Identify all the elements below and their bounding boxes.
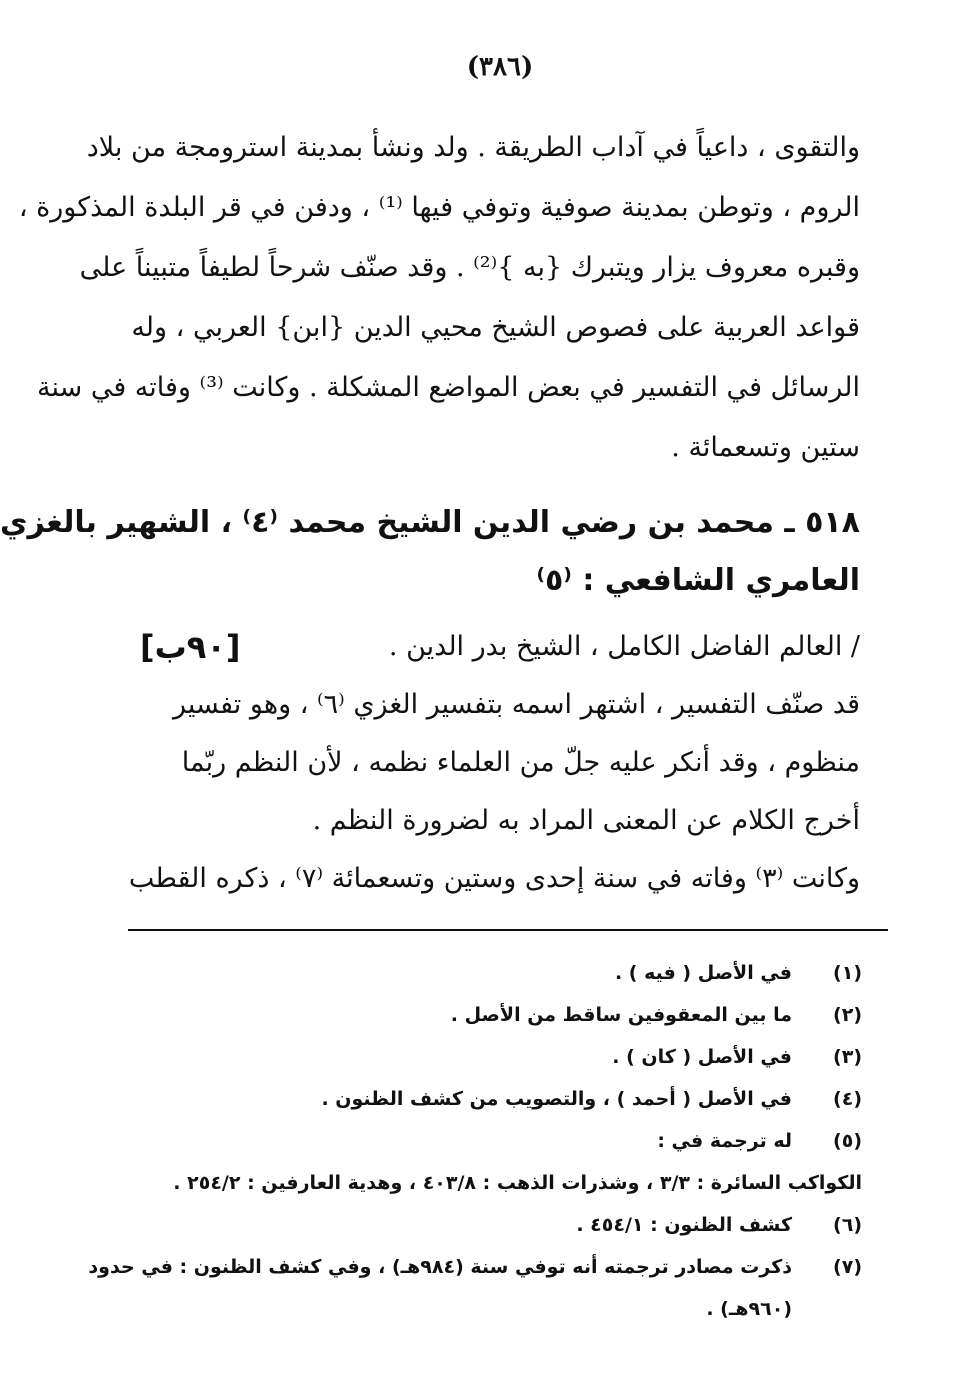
footnote-number: (٣)	[833, 1046, 862, 1068]
footnote-continuation	[132, 1288, 862, 1330]
footnote-text: ذكرت مصادر ترجمته أنه توفي سنة (٩٨٤هـ) ، وفي كشف الظنون : في حدود	[88, 1256, 792, 1278]
footnote-number: (١)	[833, 962, 862, 984]
footnote	[132, 994, 862, 1036]
entry-line: أخرج الكلام عن المعنى المراد به لضرورة النظم .	[312, 805, 860, 836]
entry-heading-line2: العامري الشافعي : ⁽٥⁾	[536, 563, 860, 598]
body-line: ستين وتسعمائة .	[671, 432, 860, 463]
body-line: قواعد العربية على فصوص الشيخ محيي الدين {ابن} العربي ، وله	[131, 312, 860, 343]
footnote-number: (٤)	[833, 1088, 862, 1110]
entry-body	[128, 618, 860, 908]
footnote-text: في الأصل ( فيه ) .	[614, 962, 792, 984]
entry-line: منظوم ، وقد أنكر عليه جلّ من العلماء نظمه ، لأن النظم ربّما	[181, 747, 860, 778]
footnote	[132, 952, 862, 994]
footnote-text: ما بين المعقوفين ساقط من الأصل .	[450, 1004, 792, 1026]
footnote-continuation	[132, 1162, 862, 1204]
footnote-number: (٦)	[833, 1214, 862, 1236]
body-text	[18, 118, 860, 478]
body-line: وقبره معروف يزار ويتبرك {به }⁽²⁾ . وقد صنّف شرحاً لطيفاً متبيناً على	[79, 252, 860, 283]
body-line: الروم ، وتوطن بمدينة صوفية وتوفي فيها ⁽¹⁾ ، ودفن في قر البلدة المذكورة ،	[18, 192, 860, 223]
footnote-text: الكواكب السائرة : ٣/٣ ، وشذرات الذهب : ٤٠٣/٨ ، وهدية العارفين : ٢٥٤/٢ .	[173, 1172, 862, 1194]
entry-heading	[0, 494, 860, 610]
page-number: (٣٨٦)	[466, 52, 534, 82]
footnote	[132, 1078, 862, 1120]
footnote-text: في الأصل ( أحمد ) ، والتصويب من كشف الظنون .	[321, 1088, 792, 1110]
footnote-text: في الأصل ( كان ) .	[612, 1046, 792, 1068]
footnote	[132, 1204, 862, 1246]
footnote	[88, 1246, 862, 1288]
footnote-number: (٢)	[833, 1004, 862, 1026]
footnote	[132, 1036, 862, 1078]
footnotes	[88, 952, 862, 1330]
entry-line: وكانت ⁽٣⁾ وفاته في سنة إحدى وستين وتسعمائة ⁽٧⁾ ، ذكره القطب	[128, 863, 860, 894]
footnote-number: (٧)	[833, 1256, 862, 1278]
footnote	[132, 1120, 862, 1162]
body-line: والتقوى ، داعياً في آداب الطريقة . ولد ونشأ بمدينة استرومجة من بلاد	[86, 132, 860, 163]
folio-marker: [٩٠ب]	[140, 628, 241, 666]
footnote-divider	[128, 929, 888, 931]
footnote-text: كشف الظنون : ٤٥٤/١ .	[576, 1214, 792, 1236]
entry-line: قد صنّف التفسير ، اشتهر اسمه بتفسير الغزي ⁽٦⁾ ، وهو تفسير	[173, 689, 860, 720]
footnote-number: (٥)	[833, 1130, 862, 1152]
entry-heading-line1: ٥١٨ ـ محمد بن رضي الدين الشيخ محمد ⁽٤⁾ ، الشهير بالغزي	[0, 505, 860, 540]
footnote-text: (٩٦٠هـ) .	[706, 1298, 792, 1320]
entry-line: / العالم الفاضل الكامل ، الشيخ بدر الدين .	[388, 631, 860, 662]
body-line: الرسائل في التفسير في بعض المواضع المشكلة . وكانت ⁽³⁾ وفاته في سنة	[36, 372, 860, 403]
footnote-text: له ترجمة في :	[657, 1130, 792, 1152]
